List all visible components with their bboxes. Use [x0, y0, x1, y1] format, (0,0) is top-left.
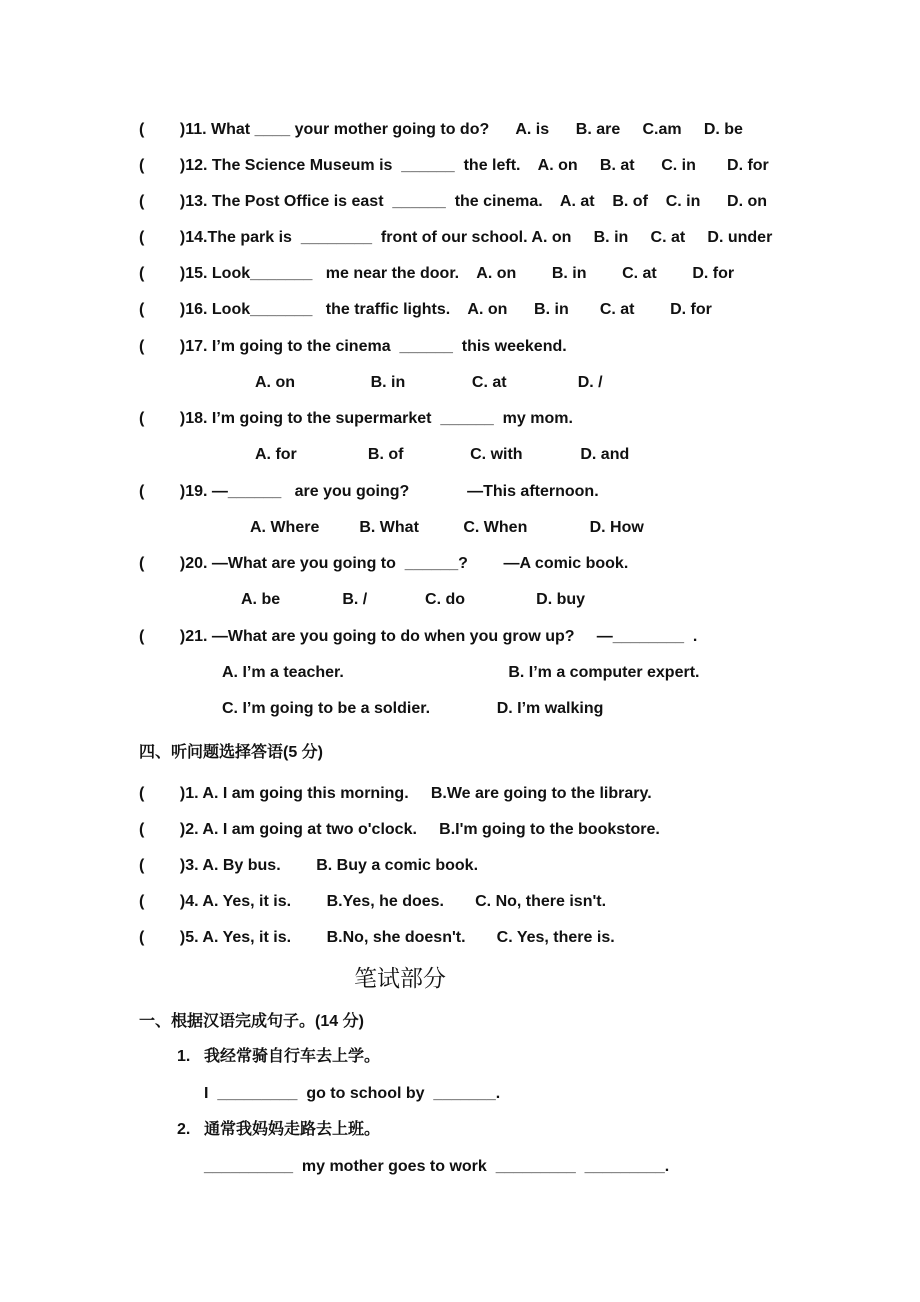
options-21-ab: A. I’m a teacher. B. I’m a computer expert. [222, 664, 700, 681]
question-line-21: ( )21. —What are you going to do when you grow up? —________ . [139, 628, 698, 645]
item-2-english: __________ my mother goes to work _________ _________. [204, 1158, 670, 1175]
options-21-cd: C. I’m going to be a soldier. D. I’m walking [222, 700, 604, 717]
options-18: A. for B. of C. with D. and [255, 446, 630, 463]
question-line-16: ( )16. Look_______ the traffic lights. A. on B. in C. at D. for [139, 301, 712, 318]
section-heading-listening: 四、听问题选择答语(5 分) [139, 744, 324, 761]
options-17: A. on B. in C. at D. / [255, 374, 603, 391]
item-1-number: 1. [177, 1048, 191, 1065]
options-20: A. be B. / C. do D. buy [241, 591, 586, 608]
item-2-number: 2. [177, 1121, 191, 1138]
listening-question-4: ( )4. A. Yes, it is. B.Yes, he does. C. No, there isn't. [139, 893, 607, 910]
listening-question-3: ( )3. A. By bus. B. Buy a comic book. [139, 857, 479, 874]
listening-question-2: ( )2. A. I am going at two o'clock. B.I'm going to the bookstore. [139, 821, 660, 838]
question-line-12: ( )12. The Science Museum is ______ the left. A. on B. at C. in D. for [139, 157, 769, 174]
section-heading-translate: 一、根据汉语完成句子。(14 分) [139, 1013, 364, 1030]
question-line-20: ( )20. —What are you going to ______? —A comic book. [139, 555, 629, 572]
item-1-chinese: 我经常骑自行车去上学。 [204, 1048, 381, 1065]
question-line-14: ( )14.The park is ________ front of our school. A. on B. in C. at D. under [139, 229, 773, 246]
item-1-english: I _________ go to school by _______. [204, 1085, 501, 1102]
question-line-19: ( )19. —______ are you going? —This afternoon. [139, 483, 599, 500]
written-section-title: 笔试部分 [354, 966, 446, 992]
question-line-18: ( )18. I’m going to the supermarket ______ my mom. [139, 410, 573, 427]
question-line-15: ( )15. Look_______ me near the door. A. on B. in C. at D. for [139, 265, 735, 282]
item-2-chinese: 通常我妈妈走路去上班。 [204, 1121, 381, 1138]
listening-question-1: ( )1. A. I am going this morning. B.We are going to the library. [139, 785, 652, 802]
options-19: A. Where B. What C. When D. How [250, 519, 644, 536]
listening-question-5: ( )5. A. Yes, it is. B.No, she doesn't. C. Yes, there is. [139, 929, 615, 946]
question-line-11: ( )11. What ____ your mother going to do? A. is B. are C.am D. be [139, 121, 743, 138]
question-line-13: ( )13. The Post Office is east ______ the cinema. A. at B. of C. in D. on [139, 193, 768, 210]
question-line-17: ( )17. I’m going to the cinema ______ this weekend. [139, 338, 567, 355]
